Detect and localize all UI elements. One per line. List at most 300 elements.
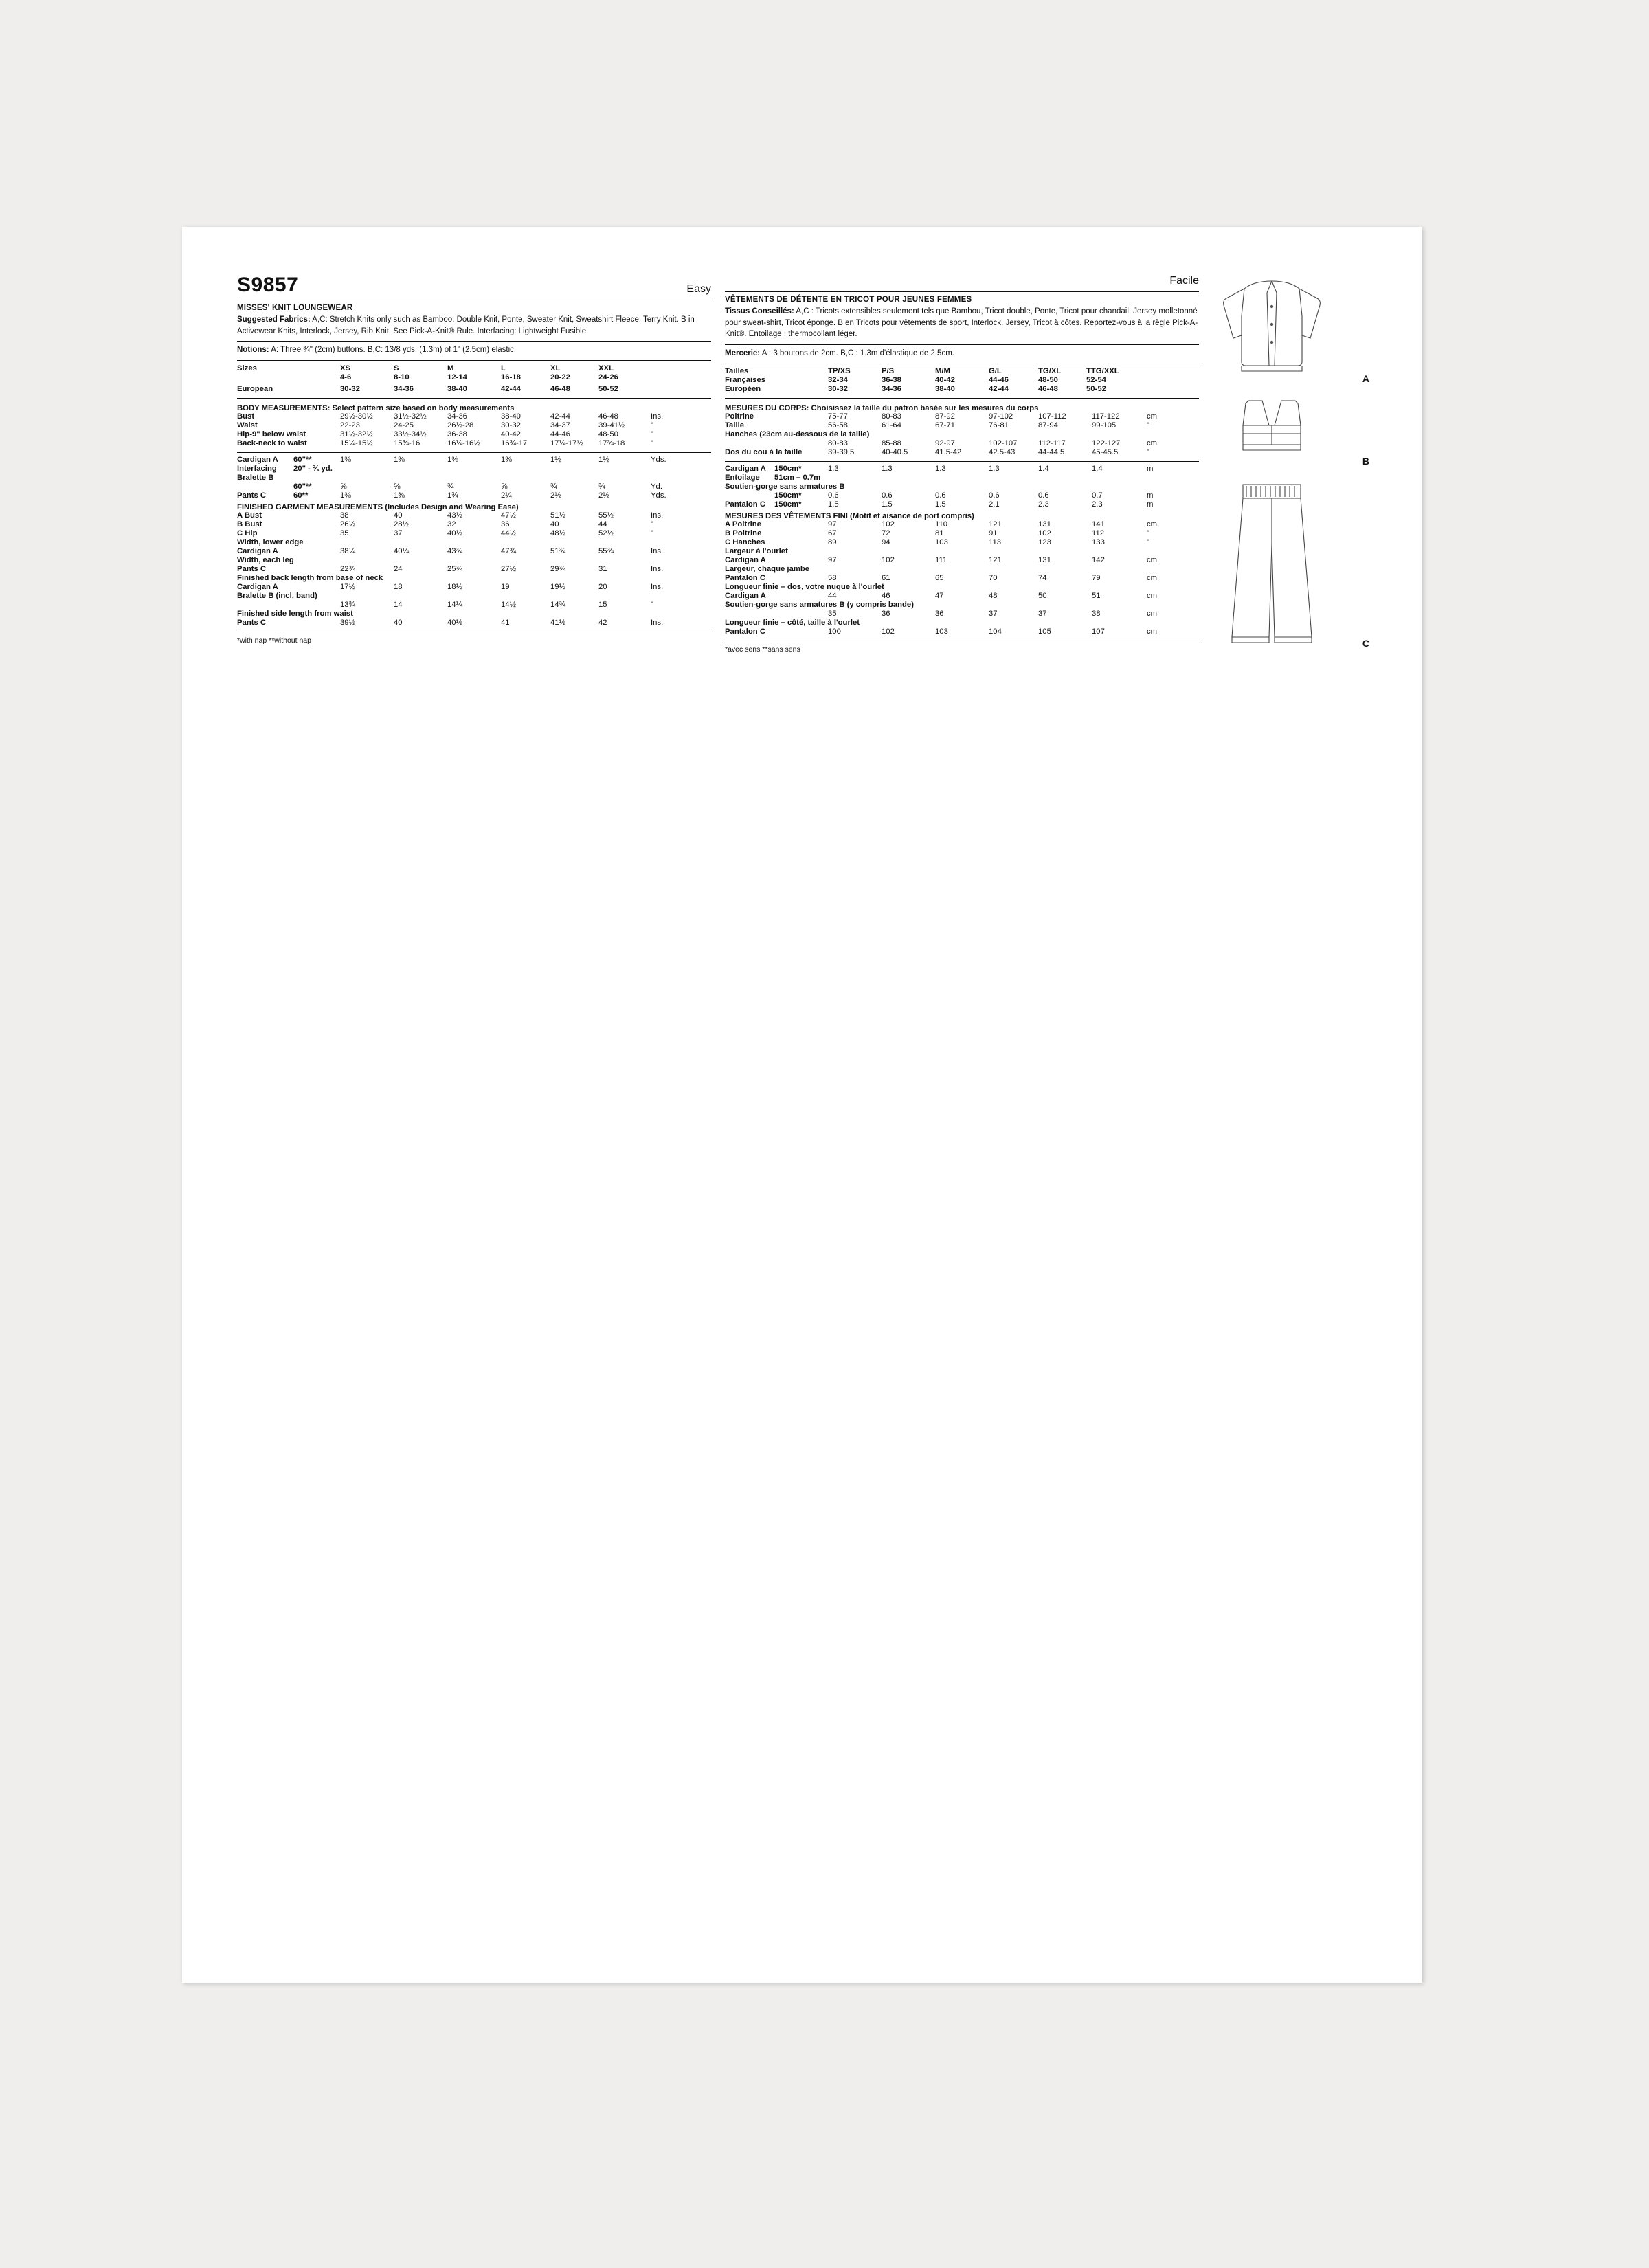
unit: Yd. [651,482,662,491]
cell: 42-44 [989,385,1009,394]
cell: 107-112 [1038,412,1066,421]
cell: 48-50 [1038,376,1058,385]
unit: Ins. [651,412,664,421]
cell: 111 [935,556,947,565]
cell: 47½ [501,511,516,520]
cell: 70 [989,574,998,583]
cell [882,474,935,482]
table-row [725,610,1199,619]
table-row [237,373,711,381]
cell: 40-40.5 [882,448,908,457]
size-tg-xl: TG/XL [1038,367,1062,376]
table-row [237,421,711,430]
cell: 131 [1038,556,1051,565]
cell: 52½ [598,529,614,538]
cell: 40-42 [935,376,955,385]
table-row [725,592,1199,601]
size-xxl: XXL [598,364,614,373]
body-measurements-divider-fr [725,398,1199,399]
cell: 51 [1092,592,1101,601]
cardigan-illustration [1203,275,1347,388]
table-row [725,565,1199,574]
row-label: Cardigan A [725,556,766,565]
subheading-hanches: Hanches (23cm au-dessous de la taille) [725,430,870,439]
sizes-row-label-fr: Tailles [725,367,749,376]
cell: 41½ [550,619,565,627]
size-sub-xs: 4-6 [340,373,352,381]
cell: 17¼-17½ [550,439,583,448]
cell: 91 [989,529,998,538]
unit [1138,376,1199,385]
table-row [237,619,711,627]
finished-measurements-table-en [237,511,711,627]
european-l: 42-44 [501,385,521,394]
cell: 81 [935,529,944,538]
size-xs: XS [340,364,351,373]
cell [340,474,394,482]
footnote-fr: *avec sens **sans sens [725,645,800,654]
line-art-view-c [1203,478,1368,653]
unit: cm [1147,574,1158,583]
cell: 1.3 [882,465,893,474]
cell: 40-42 [501,430,521,439]
unit: Ins. [651,583,664,592]
cell: 103 [935,627,948,636]
cell: 39-39.5 [828,448,855,457]
table-row [725,474,1199,482]
european-label-en: European [237,385,273,394]
cell: 121 [989,556,1002,565]
notions-en [237,344,711,356]
cell: 142 [1092,556,1105,565]
bralette-illustration [1203,395,1347,471]
size-sub-l: 16-18 [501,373,521,381]
table-row [237,520,711,529]
cell: 1.5 [882,500,893,509]
size-sub-s: 8-10 [394,373,410,381]
table-row [237,529,711,538]
cell: 14¼ [447,601,462,610]
cell: 40½ [447,619,462,627]
cell: 31 [598,565,607,574]
unit: " [1147,421,1150,430]
cell: 30-32 [828,385,848,394]
cell: 40½ [447,529,462,538]
cell: 38 [340,511,349,520]
cell: 1⅜ [394,456,405,465]
table-row [237,412,711,421]
cell: 56-58 [828,421,848,430]
cell: 40 [394,511,403,520]
cell: 100 [828,627,841,636]
cell: 40¼ [394,547,409,556]
cell: 0.6 [989,491,1000,500]
size-p-s: P/S [882,367,895,376]
cell: 141 [1092,520,1105,529]
cell: 19 [501,583,510,592]
cell: 104 [989,627,1002,636]
cell: 32-34 [828,376,848,385]
cell: 112 [1092,529,1105,538]
cell: 42 [598,619,607,627]
cell: 1⅜ [340,456,351,465]
row-label-taille: Taille [725,421,745,430]
notions-label-en: Notions: [237,346,269,355]
unit: cm [1147,556,1158,565]
cell: 15¾-16 [394,439,420,448]
cell: 44-44.5 [1038,448,1065,457]
row-label: Pants C [237,619,267,627]
row-label: A Poitrine [725,520,761,529]
cell: 0.6 [935,491,946,500]
row-label: Cardigan A [725,592,766,601]
cell: 36-38 [447,430,467,439]
unit: " [1147,529,1150,538]
cell: 41.5-42 [935,448,962,457]
cell: 16¼-16½ [447,439,480,448]
unit: " [1147,448,1150,457]
subheading-largeur-jambe: Largeur, chaque jambe [725,565,810,574]
table-row [237,565,711,574]
cell: 102 [882,520,895,529]
cell: 1⅜ [340,491,351,500]
unit: cm [1147,592,1158,601]
row-label: B Bust [237,520,262,529]
cell: 61-64 [882,421,901,430]
table-row [725,547,1199,556]
cell: 2.1 [989,500,1000,509]
pattern-number: S9857 [237,274,299,296]
row-label: Pantalon C [725,574,765,583]
size-ttg-xxl: TTG/XXL [1086,367,1119,376]
table-row [237,465,711,474]
unit: " [651,520,654,529]
cell: 1.3 [828,465,839,474]
cell: 80-83 [828,439,848,448]
table-row [237,538,711,547]
body-measurements-heading-en: BODY MEASUREMENTS: Select pattern size based on body measurements [237,403,515,412]
cell: 0.6 [828,491,839,500]
notions-fr [725,348,1199,359]
cell: 18 [394,583,403,592]
cell: 1.3 [989,465,1000,474]
cell: 2¼ [501,491,512,500]
table-row [237,430,711,439]
cell: 34-37 [550,421,570,430]
cell: 75-77 [828,412,848,421]
view-b-label: B [1362,456,1369,467]
row-label-bust: Bust [237,412,255,421]
fabric-width: 60** [293,491,309,500]
table-row [237,491,711,500]
cell: 32 [447,520,456,529]
subheading-largeur-ourlet: Largeur à l'ourlet [725,547,788,556]
garment-title-fr: VÊTEMENTS DE DÉTENTE EN TRICOT POUR JEUNES FEMMES [725,296,972,304]
row-label-dos-du-cou: Dos du cou à la taille [725,448,803,457]
cell: 45-45.5 [1092,448,1119,457]
cell: 43½ [447,511,462,520]
suggested-fabrics-en [237,314,711,337]
table-row [725,448,1199,457]
interfacing-amount-fr: 51cm – 0.7m [774,474,821,482]
cell: 37 [989,610,998,619]
finished-measurements-heading-en: FINISHED GARMENT MEASUREMENTS (Includes Design and Wearing Ease) [237,502,519,511]
cell: 0.7 [1092,491,1103,500]
body-measurements-heading-fr: MESURES DU CORPS: Choisissez la taille du patron basée sur les mesures du corps [725,403,1039,412]
cell: 85-88 [882,439,901,448]
cell [989,474,1038,482]
table-row [725,430,1199,439]
cell: 67-71 [935,421,955,430]
table-row [237,574,711,583]
sizes-table-en [237,364,711,394]
cell [394,474,447,482]
cell [935,474,989,482]
english-column [237,275,711,645]
row-label: Cardigan A [237,547,278,556]
cell: 92-97 [935,439,955,448]
cell: 1.4 [1092,465,1103,474]
cell: 46-48 [1038,385,1058,394]
cell: 89 [828,538,837,547]
header-row [237,275,711,296]
cell: 50-52 [1086,385,1106,394]
size-sub-xl: 20-22 [550,373,570,381]
cell: ⅝ [501,482,508,491]
cell: 113 [989,538,1002,547]
cell: 36 [882,610,890,619]
cell: 97 [828,520,837,529]
cell: 2½ [550,491,561,500]
subheading-soutien-gorge: Soutien-gorge sans armatures B [725,482,845,491]
cell: 17¾-18 [598,439,625,448]
cell: 15 [598,601,607,610]
cell: 107 [1092,627,1105,636]
cell: 44-46 [989,376,1009,385]
cell: 27½ [501,565,516,574]
footnote-en: *with nap **without nap [237,636,311,645]
body-measurements-table-en [237,412,711,448]
cell: 35 [828,610,837,619]
cell: 1½ [598,456,609,465]
cell: 37 [1038,610,1047,619]
cell: 26½ [340,520,355,529]
suggested-fabrics-label-fr: Tissus Conseillés: [725,307,794,315]
table-row [725,367,1199,376]
cell: 1.3 [935,465,946,474]
cell: 39½ [340,619,355,627]
table-row [725,482,1199,491]
cell: 105 [1038,627,1051,636]
cell: 20 [598,583,607,592]
cell: 1.5 [828,500,839,509]
cell: 122-127 [1092,439,1121,448]
row-label-bralette-b: Bralette B [237,474,274,482]
cell: 13¾ [340,601,355,610]
cell: 87-92 [935,412,955,421]
row-label-cardigan-a-fr: Cardigan A [725,465,766,474]
cell: 36 [501,520,510,529]
unit: cm [1147,439,1158,448]
finished-measurements-table-fr [725,520,1199,636]
interfacing-amount: 20" - ¾ yd. [293,465,333,474]
row-label-pants-c: Pants C [237,491,267,500]
table-row [725,412,1199,421]
finished-measurements-heading-fr: MESURES DES VÊTEMENTS FINI (Motif et aisance de port compris) [725,511,974,520]
fabric-width: 150cm* [774,491,802,500]
table-row [237,381,711,394]
unit: m [1147,465,1154,474]
suggested-fabrics-fr [725,306,1199,340]
table-row [725,520,1199,529]
row-label: C Hip [237,529,258,538]
unit: " [651,601,654,610]
cell: ¾ [598,482,605,491]
unit [1138,385,1199,394]
unit: cm [1147,610,1158,619]
unit: " [651,529,654,538]
row-label-blank [725,439,828,448]
cell [501,465,550,474]
row-label-cardigan-a: Cardigan A [237,456,278,465]
cell: 17½ [340,583,355,592]
unit: Ins. [651,565,664,574]
sizes-divider-en [237,360,711,361]
unit: " [1147,538,1150,547]
unit: Yds. [651,456,666,465]
table-row [725,465,1199,474]
header-row-fr [725,275,1199,287]
cell: 42-44 [550,412,570,421]
subheading-bralette: Bralette B (incl. band) [237,592,317,601]
cell [394,465,447,474]
table-row [725,491,1199,500]
cell: 133 [1092,538,1105,547]
table-row [725,529,1199,538]
cell: 102 [882,627,895,636]
table-row [237,547,711,556]
cell: 97-102 [989,412,1013,421]
size-s: S [394,364,399,373]
cell: 22-23 [340,421,360,430]
unit: Ins. [651,547,664,556]
subheading-width-each-leg: Width, each leg [237,556,294,565]
notions-text-fr: A : 3 boutons de 2cm. B,C : 1.3m d'élastique de 2.5cm. [761,349,954,358]
cell: 31½-32½ [394,412,427,421]
unit: cm [1147,412,1158,421]
unit [1092,474,1147,482]
yardage-table-fr [725,465,1199,509]
cell: 41 [501,619,510,627]
cell: ⅝ [340,482,347,491]
cell: 29¾ [550,565,565,574]
sizes-unit [651,364,711,373]
cell: 30-32 [501,421,521,430]
view-a-label: A [1362,373,1369,384]
sizes-table-fr [725,367,1199,394]
cell: 48-50 [598,430,618,439]
table-row [237,439,711,448]
table-row [725,385,1199,394]
unit: Ins. [651,511,664,520]
cell [447,465,501,474]
cell: 43¾ [447,547,462,556]
cell: 51¾ [550,547,565,556]
european-xxl: 50-52 [598,385,618,394]
cell: 58 [828,574,837,583]
cell [598,465,651,474]
difficulty-label-en: Easy [686,283,711,295]
cell: 44 [828,592,837,601]
row-label: Pants C [237,565,267,574]
cell: 76-81 [989,421,1009,430]
cell: 2.3 [1092,500,1103,509]
cell: 38-40 [935,385,955,394]
cell: 65 [935,574,944,583]
european-s: 34-36 [394,385,414,394]
cell: 42.5-43 [989,448,1016,457]
cell: 46 [882,592,890,601]
unit: " [651,421,654,430]
cell: 47 [935,592,944,601]
size-tp-xs: TP/XS [828,367,851,376]
table-row [725,421,1199,430]
unit: " [651,430,654,439]
cell: 103 [935,538,948,547]
table-row [725,601,1199,610]
cell: 0.6 [1038,491,1049,500]
cell: 33½-34½ [394,430,427,439]
unit: cm [1147,627,1158,636]
unit: m [1147,500,1154,509]
cell: 48½ [550,529,565,538]
row-label-back-neck: Back-neck to waist [237,439,307,448]
table-row [725,583,1199,592]
row-label: B Poitrine [725,529,762,538]
cell: 112-117 [1038,439,1066,448]
fabric-width: 150cm* [774,465,802,474]
cell: 1.4 [1038,465,1049,474]
view-c-label: C [1362,638,1369,649]
unit: Ins. [651,619,664,627]
european-xl: 46-48 [550,385,570,394]
size-sub-xxl: 24-26 [598,373,618,381]
cell: 14¾ [550,601,565,610]
subheading-width-lower-edge: Width, lower edge [237,538,304,547]
sizes-row-label-en: Sizes [237,364,257,373]
cell: 25¾ [447,565,462,574]
french-column [725,275,1199,654]
row-label-interfacing: Interfacing [237,465,277,474]
cell: 22¾ [340,565,355,574]
european-m: 38-40 [447,385,467,394]
cell: 55¾ [598,547,614,556]
subheading-side-length: Finished side length from waist [237,610,353,619]
cell: 14½ [501,601,516,610]
row-label-entoilage: Entoilage [725,474,760,482]
european-label-fr: Européen [725,385,761,394]
table-row [725,619,1199,627]
cell: 52-54 [1086,376,1106,385]
row-label-blank [725,610,828,619]
cell: 29½-30½ [340,412,373,421]
table-row [237,592,711,601]
cell: 102 [882,556,895,565]
cell: 61 [882,574,890,583]
line-art-view-b [1203,395,1368,471]
sizes-sub-unit [651,373,711,381]
cell: 67 [828,529,837,538]
